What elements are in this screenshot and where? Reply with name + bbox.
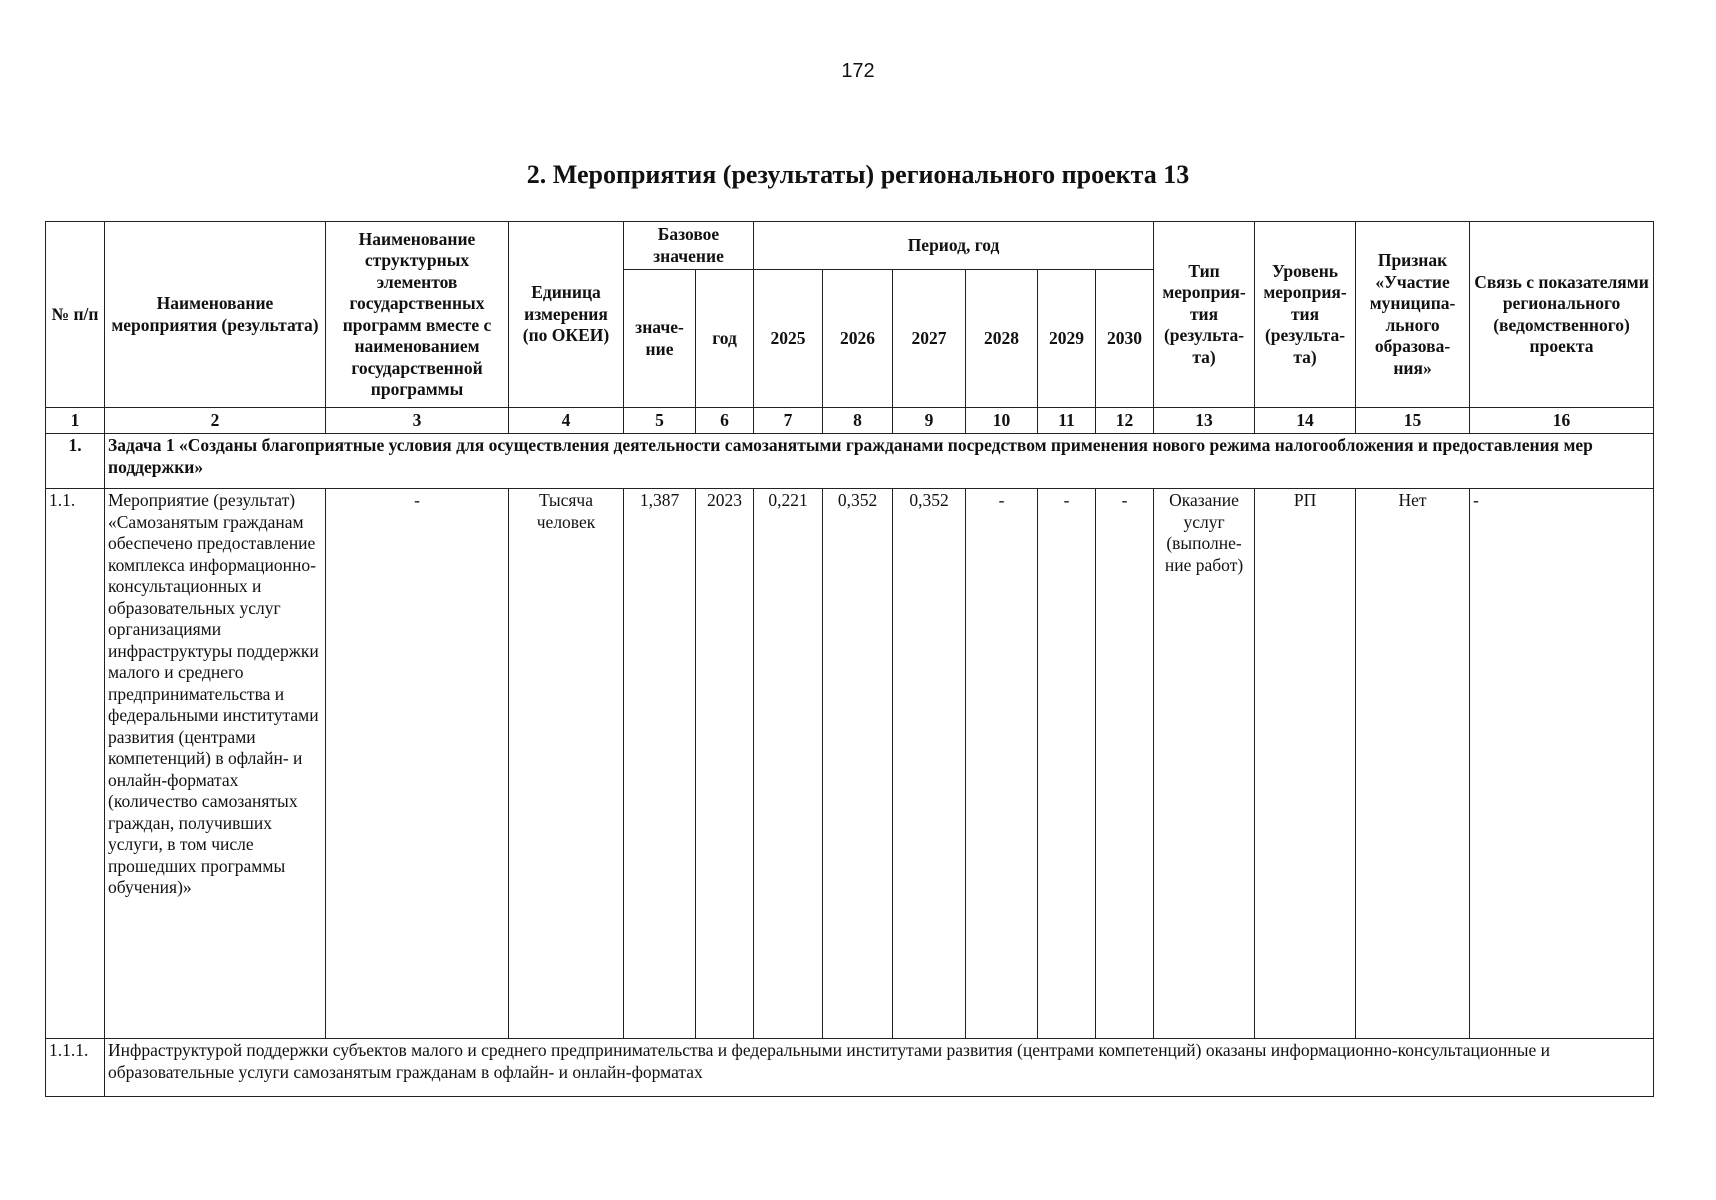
column-number: 8 <box>823 408 893 434</box>
header-year-2026: 2026 <box>823 270 893 408</box>
column-number: 3 <box>326 408 509 434</box>
header-year-2029: 2029 <box>1038 270 1096 408</box>
column-number: 14 <box>1255 408 1356 434</box>
task-row <box>46 434 1654 489</box>
item-base-value: 1,387 <box>624 489 696 1039</box>
column-number: 10 <box>966 408 1038 434</box>
item-base-year: 2023 <box>696 489 754 1039</box>
item-name: Мероприятие (результат) «Самозанятым гражданам обеспечено предоставление комплекса информационно-консультационных и образовательных услуг организациями инфраструктуры поддержки малого и среднего предпринимательства и федеральными институтами развития (центрами компетенций) в офлайн- и онлайн-форматах (количество самозанятых граждан, получивших услуги, в том числе прошедших программы обучения)» <box>105 489 326 1039</box>
column-number: 6 <box>696 408 754 434</box>
subitem-row <box>46 1039 1654 1097</box>
column-number: 12 <box>1096 408 1154 434</box>
header-structural: Наименование структурных элементов государственных программ вместе с наименованием государственной программы <box>326 222 509 408</box>
measures-table <box>45 221 1654 1097</box>
item-num: 1.1. <box>46 489 105 1039</box>
column-numbers-row <box>46 408 1654 434</box>
header-year-2025: 2025 <box>754 270 823 408</box>
task-num: 1. <box>46 434 105 489</box>
header-level: Уровень мероприя-тия (результа-та) <box>1255 222 1356 408</box>
column-number: 15 <box>1356 408 1470 434</box>
item-value-2026: 0,352 <box>823 489 893 1039</box>
header-year-2027: 2027 <box>893 270 966 408</box>
column-number: 9 <box>893 408 966 434</box>
header-base-value: значе-ние <box>624 270 696 408</box>
item-type: Оказание услуг (выполне-ние работ) <box>1154 489 1255 1039</box>
header-period: Период, год <box>754 222 1154 270</box>
header-type: Тип мероприя-тия (результа-та) <box>1154 222 1255 408</box>
page-number: 172 <box>841 60 875 82</box>
column-number: 4 <box>509 408 624 434</box>
item-value-2030: - <box>1096 489 1154 1039</box>
task-text: Задача 1 «Созданы благоприятные условия для осуществления деятельности самозанятыми гражданами посредством применения нового режима налогообложения и предоставления мер поддержки» <box>105 434 1654 489</box>
item-link: - <box>1470 489 1654 1039</box>
page-title: 2. Мероприятия (результаты) регионального проекта 13 <box>526 160 1190 189</box>
item-value-2028: - <box>966 489 1038 1039</box>
subitem-text: Инфраструктурой поддержки субъектов малого и среднего предпринимательства и федеральными институтами развития (центрами компетенций) оказаны информационно-консультационные и образовательные услуги самозанятым гражданам в офлайн- и онлайн-форматах <box>105 1039 1654 1097</box>
header-year-2030: 2030 <box>1096 270 1154 408</box>
item-unit: Тысяча человек <box>509 489 624 1039</box>
header-link: Связь с показателями регионального (ведомственного) проекта <box>1470 222 1654 408</box>
header-year-2028: 2028 <box>966 270 1038 408</box>
column-number: 16 <box>1470 408 1654 434</box>
header-unit: Единица измерения (по ОКЕИ) <box>509 222 624 408</box>
column-number: 5 <box>624 408 696 434</box>
item-value-2029: - <box>1038 489 1096 1039</box>
item-value-2027: 0,352 <box>893 489 966 1039</box>
column-number: 7 <box>754 408 823 434</box>
header-municipal: Признак «Участие муниципа-льного образова-ния» <box>1356 222 1470 408</box>
subitem-num: 1.1.1. <box>46 1039 105 1097</box>
table-row <box>46 489 1654 1039</box>
column-number: 1 <box>46 408 105 434</box>
item-structural: - <box>326 489 509 1039</box>
item-level: РП <box>1255 489 1356 1039</box>
header-num: № п/п <box>46 222 105 408</box>
header-base-year: год <box>696 270 754 408</box>
column-number: 11 <box>1038 408 1096 434</box>
item-value-2025: 0,221 <box>754 489 823 1039</box>
item-municipal: Нет <box>1356 489 1470 1039</box>
header-name: Наименование мероприятия (результата) <box>105 222 326 408</box>
header-base: Базовое значение <box>624 222 754 270</box>
column-number: 13 <box>1154 408 1255 434</box>
column-number: 2 <box>105 408 326 434</box>
